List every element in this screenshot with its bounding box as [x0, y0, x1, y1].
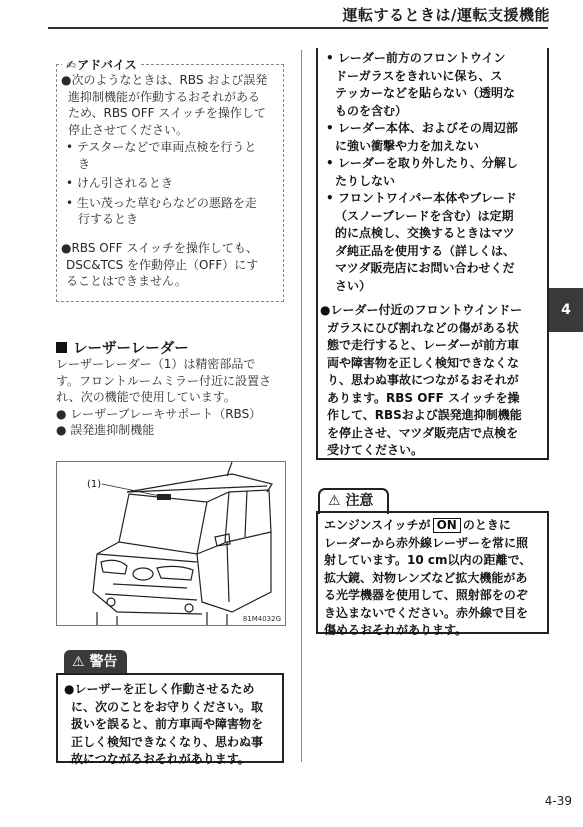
- warning-triangle-icon: ⚠: [328, 493, 341, 509]
- warning-tag-text: 警告: [89, 654, 118, 670]
- text-line: す。フロントルームミラー付近に設置さ: [56, 373, 272, 388]
- caution-tag-text: 注意: [345, 493, 374, 509]
- advice-label: [62, 56, 141, 73]
- bullet-item: • レーダー前方のフロントウイン: [326, 51, 506, 65]
- column-divider: [301, 50, 302, 762]
- text-line: に強い衝撃や力を加えない: [335, 138, 480, 153]
- advice-sub-items: [66, 139, 282, 228]
- text-line: ●レーザーを正しく作動させるため: [64, 682, 255, 696]
- header-rule: [48, 27, 548, 29]
- text-line: ●次のようなときは、RBS および誤発: [61, 73, 268, 87]
- text-line: き込まないでください。赤外線で目を: [324, 605, 529, 620]
- warning-box: [56, 673, 284, 766]
- text-line: ドーガラスをきれいに保ち、ス: [335, 68, 503, 83]
- bullet-item: • レーダー本体、およびその周辺部: [326, 121, 518, 135]
- warning-paragraph: [320, 302, 546, 460]
- text-line: 進抑制機能が作動するおそれがある: [68, 89, 261, 104]
- text-line: 両や障害物を正しく検知できなくな: [327, 355, 520, 370]
- bullet-item: • フロントワイパー本体やブレード: [326, 191, 517, 205]
- section-heading-text: レーザーレーダー: [73, 341, 189, 357]
- text-line: 正しく検知できなくなり、思わぬ事: [71, 734, 264, 749]
- laser-body: [56, 356, 290, 439]
- text-line: レーダーから赤外線レーザーを常に照: [324, 535, 529, 550]
- text-line: 行するとき: [78, 212, 139, 226]
- text-line: 作して、RBSおよび誤発進抑制機能: [327, 408, 522, 422]
- figure-callout: (1): [87, 479, 102, 490]
- text-line: 扱いを誤ると、前方車両や障害物を: [71, 717, 264, 731]
- caution-text: のときに: [462, 518, 511, 532]
- page-header: 運転するときは/運転支援機能: [342, 6, 550, 24]
- square-bullet-icon: [56, 342, 67, 353]
- bullet-item: • レーダーを取り外したり、分解し: [326, 156, 518, 170]
- page-number: 4-39: [544, 794, 572, 808]
- text-line: れ、次の機能で使用しています。: [56, 390, 236, 404]
- text-line: 受けてください。: [327, 443, 424, 457]
- text-line: • 生い茂った草むらなどの悪路を走: [66, 195, 257, 210]
- text-line: ものを含む）: [335, 103, 408, 118]
- text-line: • テスターなどで車両点検を行うと: [66, 140, 257, 154]
- advice-item-2: [61, 240, 283, 290]
- text-line: あります。RBS OFF スイッチを操: [327, 390, 520, 405]
- text-line: 態で走行すると、レーダーが前方車: [327, 338, 520, 352]
- text-line: き: [78, 156, 91, 171]
- text-line: テッカーなどを貼らない（透明な: [335, 86, 516, 100]
- text-line: を停止させ、マツダ販売店で点検を: [327, 425, 519, 440]
- text-line: マツダ販売店にお問い合わせくだ: [335, 261, 515, 275]
- section-heading: [56, 337, 189, 358]
- bullet-item: ● 誤発進抑制機能: [56, 423, 155, 437]
- text-line: り、思わぬ事故につながるおそれが: [327, 373, 519, 387]
- text-line: 拡大鏡、対物レンズなど拡大機能があ: [324, 570, 528, 585]
- text-line: 故につながるおそれがあります。: [71, 752, 250, 766]
- on-key-label: ON: [433, 518, 461, 533]
- warning-triangle-icon: ⚠: [72, 654, 85, 670]
- text-line: レーザーレーダー（1）は精密部品で: [56, 357, 256, 371]
- text-line: ることはできません。: [66, 274, 187, 288]
- text-line: （スノーブレードを含む）は定期: [335, 208, 514, 223]
- text-line: たりしない: [335, 173, 396, 188]
- warning-bullets: [326, 50, 542, 295]
- text-line: に、次のことをお守りください。取: [71, 699, 264, 714]
- text-line: 傷めるおそれがあります。: [324, 623, 468, 637]
- text-line: • けん引されるとき: [66, 176, 173, 190]
- chapter-tab: 4: [549, 288, 583, 332]
- figure-code: 81M4032G: [242, 615, 281, 623]
- car-illustration: [57, 462, 286, 626]
- car-figure: [56, 461, 286, 626]
- text-line: ダ純正品を使用する（詳しくは、: [335, 243, 516, 258]
- text-line: さい）: [335, 278, 372, 293]
- text-line: 的に点検し、交換するときはマツ: [335, 226, 515, 240]
- caution-text: エンジンスイッチが: [324, 518, 431, 532]
- advice-item-1: [61, 72, 283, 138]
- caution-box: [316, 511, 549, 637]
- hand-icon: ✍: [66, 58, 77, 72]
- text-line: 停止させてください。: [68, 122, 189, 137]
- bullet-item: ● レーザーブレーキサポート（RBS）: [56, 406, 262, 421]
- text-line: DSC&TCS を作動停止（OFF）にす: [66, 257, 259, 272]
- text-line: る光学機器を使用して、照射部をのぞ: [324, 588, 528, 602]
- text-line: ●RBS OFF スイッチを操作しても、: [61, 241, 258, 255]
- text-line: [324, 517, 541, 535]
- warning-tag: [64, 650, 127, 674]
- advice-label-text: アドバイス: [77, 58, 137, 72]
- text-line: ため、RBS OFF スイッチを操作して: [68, 106, 266, 120]
- text-line: 射しています。10 cm以内の距離で、: [324, 553, 532, 567]
- text-line: ●レーダー付近のフロントウインドー: [320, 303, 523, 317]
- text-line: ガラスにひび割れなどの傷がある状: [327, 320, 519, 335]
